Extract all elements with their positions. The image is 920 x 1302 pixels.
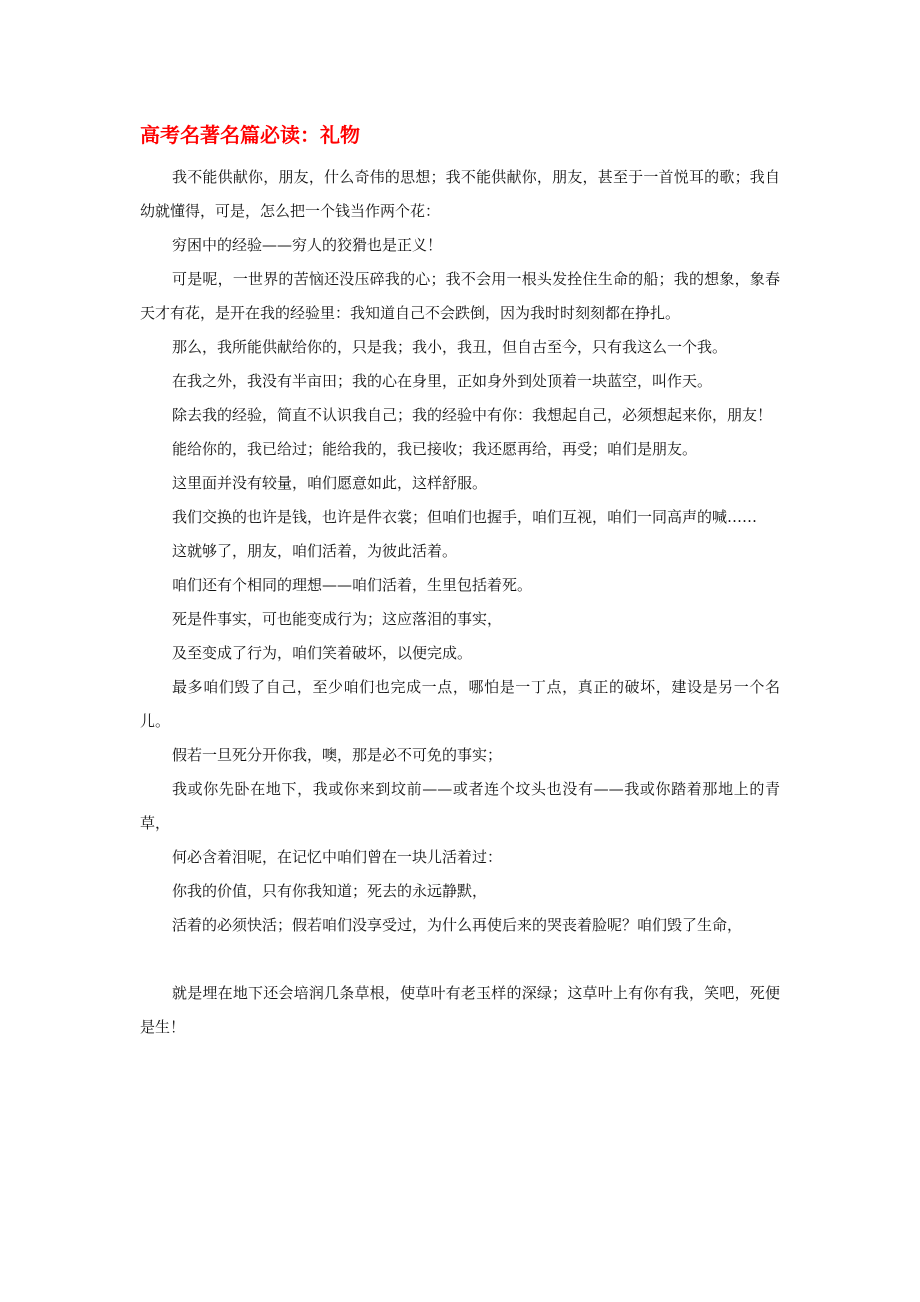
document-body xyxy=(140,160,780,1044)
paragraph: 这就够了，朋友，咱们活着，为彼此活着。 xyxy=(172,542,458,560)
paragraph: 就是埋在地下还会培润几条草根，使草叶有老玉样的深绿；这草叶上有你有我，笑吧，死便是生！ xyxy=(140,984,780,1036)
paragraph: 那么，我所能供献给你的，只是我；我小，我丑，但自古至今，只有我这么一个我。 xyxy=(172,338,728,356)
paragraph: 我们交换的也许是钱，也许是件衣裳；但咱们也握手，咱们互视，咱们一同高声的喊…… xyxy=(172,508,758,526)
paragraph: 及至变成了行为，咱们笑着破坏，以便完成。 xyxy=(172,644,473,662)
paragraph: 除去我的经验，简直不认识我自己；我的经验中有你：我想起自己，必须想起来你，朋友！ xyxy=(172,406,773,424)
paragraph: 活着的必须快活；假若咱们没享受过，为什么再使后来的哭丧着脸呢？咱们毁了生命， xyxy=(172,916,743,934)
paragraph-gap xyxy=(140,942,780,976)
paragraph: 可是呢，一世界的苦恼还没压碎我的心；我不会用一根头发拴住生命的船；我的想象，象春天才有花，是开在我的经验里：我知道自己不会跌倒，因为我时时刻刻都在挣扎。 xyxy=(140,270,780,322)
paragraph: 死是件事实，可也能变成行为；这应落泪的事实， xyxy=(172,610,503,628)
paragraph: 在我之外，我没有半亩田；我的心在身里，正如身外到处顶着一块蓝空，叫作天。 xyxy=(172,372,713,390)
paragraph: 能给你的，我已给过；能给我的，我已接收；我还愿再给，再受；咱们是朋友。 xyxy=(172,440,698,458)
paragraph: 何必含着泪呢，在记忆中咱们曾在一块儿活着过： xyxy=(172,848,503,866)
paragraph: 穷困中的经验——穷人的狡猾也是正义！ xyxy=(172,236,443,254)
paragraph: 最多咱们毁了自己，至少咱们也完成一点，哪怕是一丁点，真正的破坏，建设是另一个名儿。 xyxy=(140,678,780,730)
document-title: 高考名著名篇必读：礼物 xyxy=(140,123,360,147)
paragraph: 我不能供献你，朋友，什么奇伟的思想；我不能供献你，朋友，甚至于一首悦耳的歌；我自幼就懂得，可是，怎么把一个钱当作两个花： xyxy=(140,168,780,220)
paragraph: 这里面并没有较量，咱们愿意如此，这样舒服。 xyxy=(172,474,488,492)
paragraph: 我或你先卧在地下，我或你来到坟前——或者连个坟头也没有——我或你踏着那地上的青草， xyxy=(140,780,780,832)
paragraph: 假若一旦死分开你我，噢，那是必不可免的事实； xyxy=(172,746,503,764)
paragraph: 咱们还有个相同的理想——咱们活着，生里包括着死。 xyxy=(172,576,533,594)
paragraph: 你我的价值，只有你我知道；死去的永远静默， xyxy=(172,882,488,900)
